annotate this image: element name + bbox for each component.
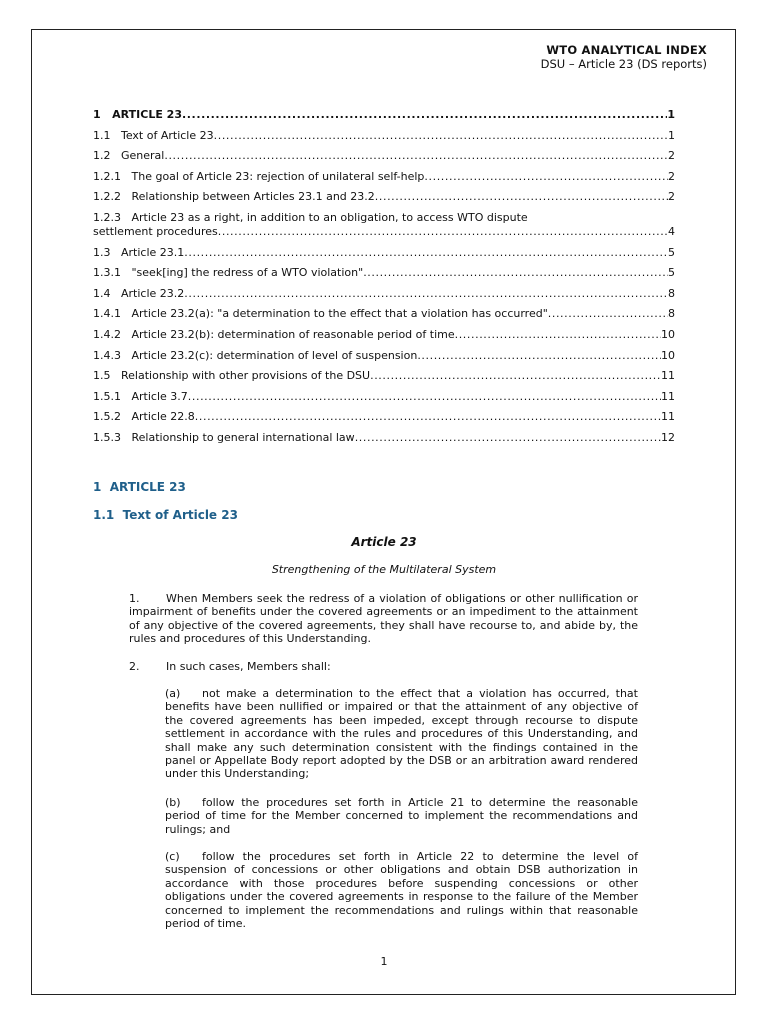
toc-entry-title: Article 23.2(c): determination of level of suspension — [131, 348, 418, 362]
section-heading-2[interactable] — [93, 508, 238, 522]
toc-entry-number: 1.1 — [93, 128, 111, 142]
toc-leader-dots — [455, 328, 661, 342]
toc-entry-line — [93, 211, 675, 225]
toc-entry-page: 10 — [661, 348, 675, 362]
toc-entry[interactable] — [93, 349, 675, 363]
toc-entry-title: Text of Article 23 — [121, 128, 214, 142]
article-subtitle: Strengthening of the Multilateral System — [271, 563, 497, 576]
toc-entry-number: 1.4.1 — [93, 307, 121, 321]
subparagraph-a-marker: (a) — [165, 687, 181, 700]
table-of-contents — [93, 108, 675, 452]
toc-entry-title: Article 23.2(a): "a determination to the effect that a violation has occurred" — [131, 307, 548, 321]
subparagraph-b-text: follow the procedures set forth in Article 21 to determine the reasonable period of time for the Member concerned to implement the recommendations and rulings; and — [165, 796, 638, 836]
article-title: Article 23 — [351, 535, 417, 549]
toc-entry-page: 8 — [668, 286, 675, 300]
toc-entry-number: 1.2 — [93, 149, 111, 163]
toc-entry-title: Article 22.8 — [131, 410, 195, 424]
toc-entry-number: 1 — [93, 108, 101, 121]
toc-entry-number: 1.4 — [93, 286, 111, 300]
toc-entry[interactable] — [93, 307, 675, 321]
toc-entry-page: 2 — [668, 190, 675, 204]
toc-entry-title: "seek[ing] the redress of a WTO violation" — [131, 266, 364, 280]
toc-entry[interactable] — [93, 108, 675, 122]
paragraph-2-text: In such cases, Members shall: — [166, 660, 331, 673]
header-subtitle: DSU – Article 23 (DS reports) — [540, 57, 707, 71]
subparagraph-c — [165, 850, 638, 930]
section-heading-2-title: Text of Article 23 — [122, 508, 238, 522]
toc-entry-number: 1.3 — [93, 245, 111, 259]
toc-entry-number: 1.5.1 — [93, 389, 121, 403]
running-header — [541, 43, 707, 71]
toc-entry[interactable] — [93, 410, 675, 424]
toc-leader-dots — [182, 108, 667, 122]
toc-entry[interactable] — [93, 211, 675, 239]
toc-entry-page: 11 — [661, 410, 675, 424]
toc-entry[interactable] — [93, 369, 675, 383]
toc-entry-number: 1.2.1 — [93, 169, 121, 183]
toc-entry-page: 1 — [667, 108, 675, 121]
toc-entry[interactable] — [93, 431, 675, 445]
toc-entry-title: Relationship to general international law — [131, 430, 355, 444]
section-heading-1-title: ARTICLE 23 — [109, 480, 186, 494]
section-heading-1-number: 1 — [93, 480, 102, 494]
toc-entry-page: 8 — [668, 307, 675, 321]
toc-entry-title: Article 23.2(b): determination of reasonable period of time — [131, 327, 455, 341]
toc-leader-dots — [195, 410, 661, 424]
subparagraph-a — [165, 687, 638, 781]
toc-entry-page: 12 — [661, 430, 675, 444]
toc-entry-page: 11 — [661, 389, 675, 403]
toc-entry-title-continued: settlement procedures — [93, 224, 218, 238]
toc-leader-dots — [370, 369, 661, 383]
paragraph-1-text: When Members seek the redress of a violation of obligations or other nullification or impairment of benefits under the covered agreements or an impediment to the attainment of any objective of the covered agreements, they shall have recourse to, and abide by, the rules and procedures of this Understanding. — [129, 592, 638, 646]
toc-entry-page: 4 — [668, 224, 675, 238]
toc-entry-number: 1.5.2 — [93, 410, 121, 424]
toc-entry-title: Relationship between Articles 23.1 and 23.2 — [131, 190, 375, 204]
toc-entry-page: 5 — [668, 245, 675, 259]
toc-leader-dots — [363, 266, 668, 280]
toc-entry-page: 11 — [661, 369, 675, 383]
toc-entry-page: 2 — [668, 149, 675, 163]
toc-leader-dots — [184, 246, 668, 260]
toc-entry-title: General — [121, 149, 165, 163]
toc-leader-dots — [424, 170, 668, 184]
paragraph-2-number: 2. — [129, 660, 140, 673]
toc-entry[interactable] — [93, 266, 675, 280]
paragraph-1 — [129, 592, 638, 646]
toc-entry[interactable] — [93, 246, 675, 260]
toc-leader-dots — [164, 149, 668, 163]
toc-entry-page: 1 — [668, 128, 675, 142]
toc-leader-dots — [184, 287, 668, 301]
toc-entry-title: The goal of Article 23: rejection of unilateral self-help — [131, 169, 425, 183]
toc-entry-page: 10 — [661, 327, 675, 341]
subparagraph-c-text: follow the procedures set forth in Article 22 to determine the level of suspension of concessions or other obligations and obtain DSB authorization in accordance with those procedures before suspending concessions or other obligations under the covered agreements in response to the failure of the Member concerned to implement the recommendations and rulings within that reasonable period of time. — [165, 850, 638, 931]
toc-entry[interactable] — [93, 129, 675, 143]
toc-entry-title: Article 23.2 — [121, 286, 185, 300]
subparagraph-a-text: not make a determination to the effect that a violation has occurred, that benefits have been nullified or impaired or that the attainment of any objective of the covered agreements has been impeded, except through recourse to dispute settlement in accordance with the rules and procedures of this Understanding, and shall make any such determination consistent with the findings contained in the panel or Appellate Body report adopted by the DSB or an arbitration award rendered under this Understanding; — [165, 687, 638, 781]
toc-entry-number: 1.3.1 — [93, 266, 121, 280]
toc-entry-title: Article 23 as a right, in addition to an obligation, to access WTO dispute — [131, 210, 528, 224]
subparagraph-b-marker: (b) — [165, 796, 181, 809]
toc-entry-page: 5 — [668, 266, 675, 280]
toc-entry-title: ARTICLE 23 — [112, 108, 182, 121]
toc-entry-title: Article 23.1 — [121, 245, 185, 259]
toc-leader-dots — [417, 349, 661, 363]
toc-entry-number: 1.4.3 — [93, 348, 121, 362]
toc-leader-dots — [188, 390, 661, 404]
toc-entry-title: Relationship with other provisions of the DSU — [121, 369, 371, 383]
subparagraph-b — [165, 796, 638, 836]
toc-entry-number: 1.2.3 — [93, 210, 121, 224]
toc-entry-number: 1.2.2 — [93, 190, 121, 204]
paragraph-2 — [129, 660, 638, 673]
toc-leader-dots — [548, 307, 668, 321]
subparagraph-c-marker: (c) — [165, 850, 180, 863]
toc-entry[interactable] — [93, 328, 675, 342]
toc-entry-title: Article 3.7 — [131, 389, 188, 403]
toc-entry-number: 1.5.3 — [93, 430, 121, 444]
toc-leader-dots — [375, 190, 668, 204]
toc-entry-number: 1.5 — [93, 369, 111, 383]
toc-leader-dots — [218, 225, 668, 239]
toc-entry[interactable] — [93, 149, 675, 163]
paragraph-1-number: 1. — [129, 592, 140, 605]
toc-leader-dots — [355, 431, 661, 445]
header-title: WTO ANALYTICAL INDEX — [546, 43, 707, 57]
toc-entry[interactable] — [93, 390, 675, 404]
toc-entry[interactable] — [93, 287, 675, 301]
section-heading-2-number: 1.1 — [93, 508, 115, 522]
toc-entry[interactable] — [93, 190, 675, 204]
toc-entry[interactable] — [93, 170, 675, 184]
toc-entry-number: 1.4.2 — [93, 327, 121, 341]
toc-leader-dots — [214, 129, 668, 143]
section-heading-1[interactable] — [93, 480, 186, 494]
page-number: 1 — [380, 955, 388, 968]
toc-entry-page: 2 — [668, 169, 675, 183]
